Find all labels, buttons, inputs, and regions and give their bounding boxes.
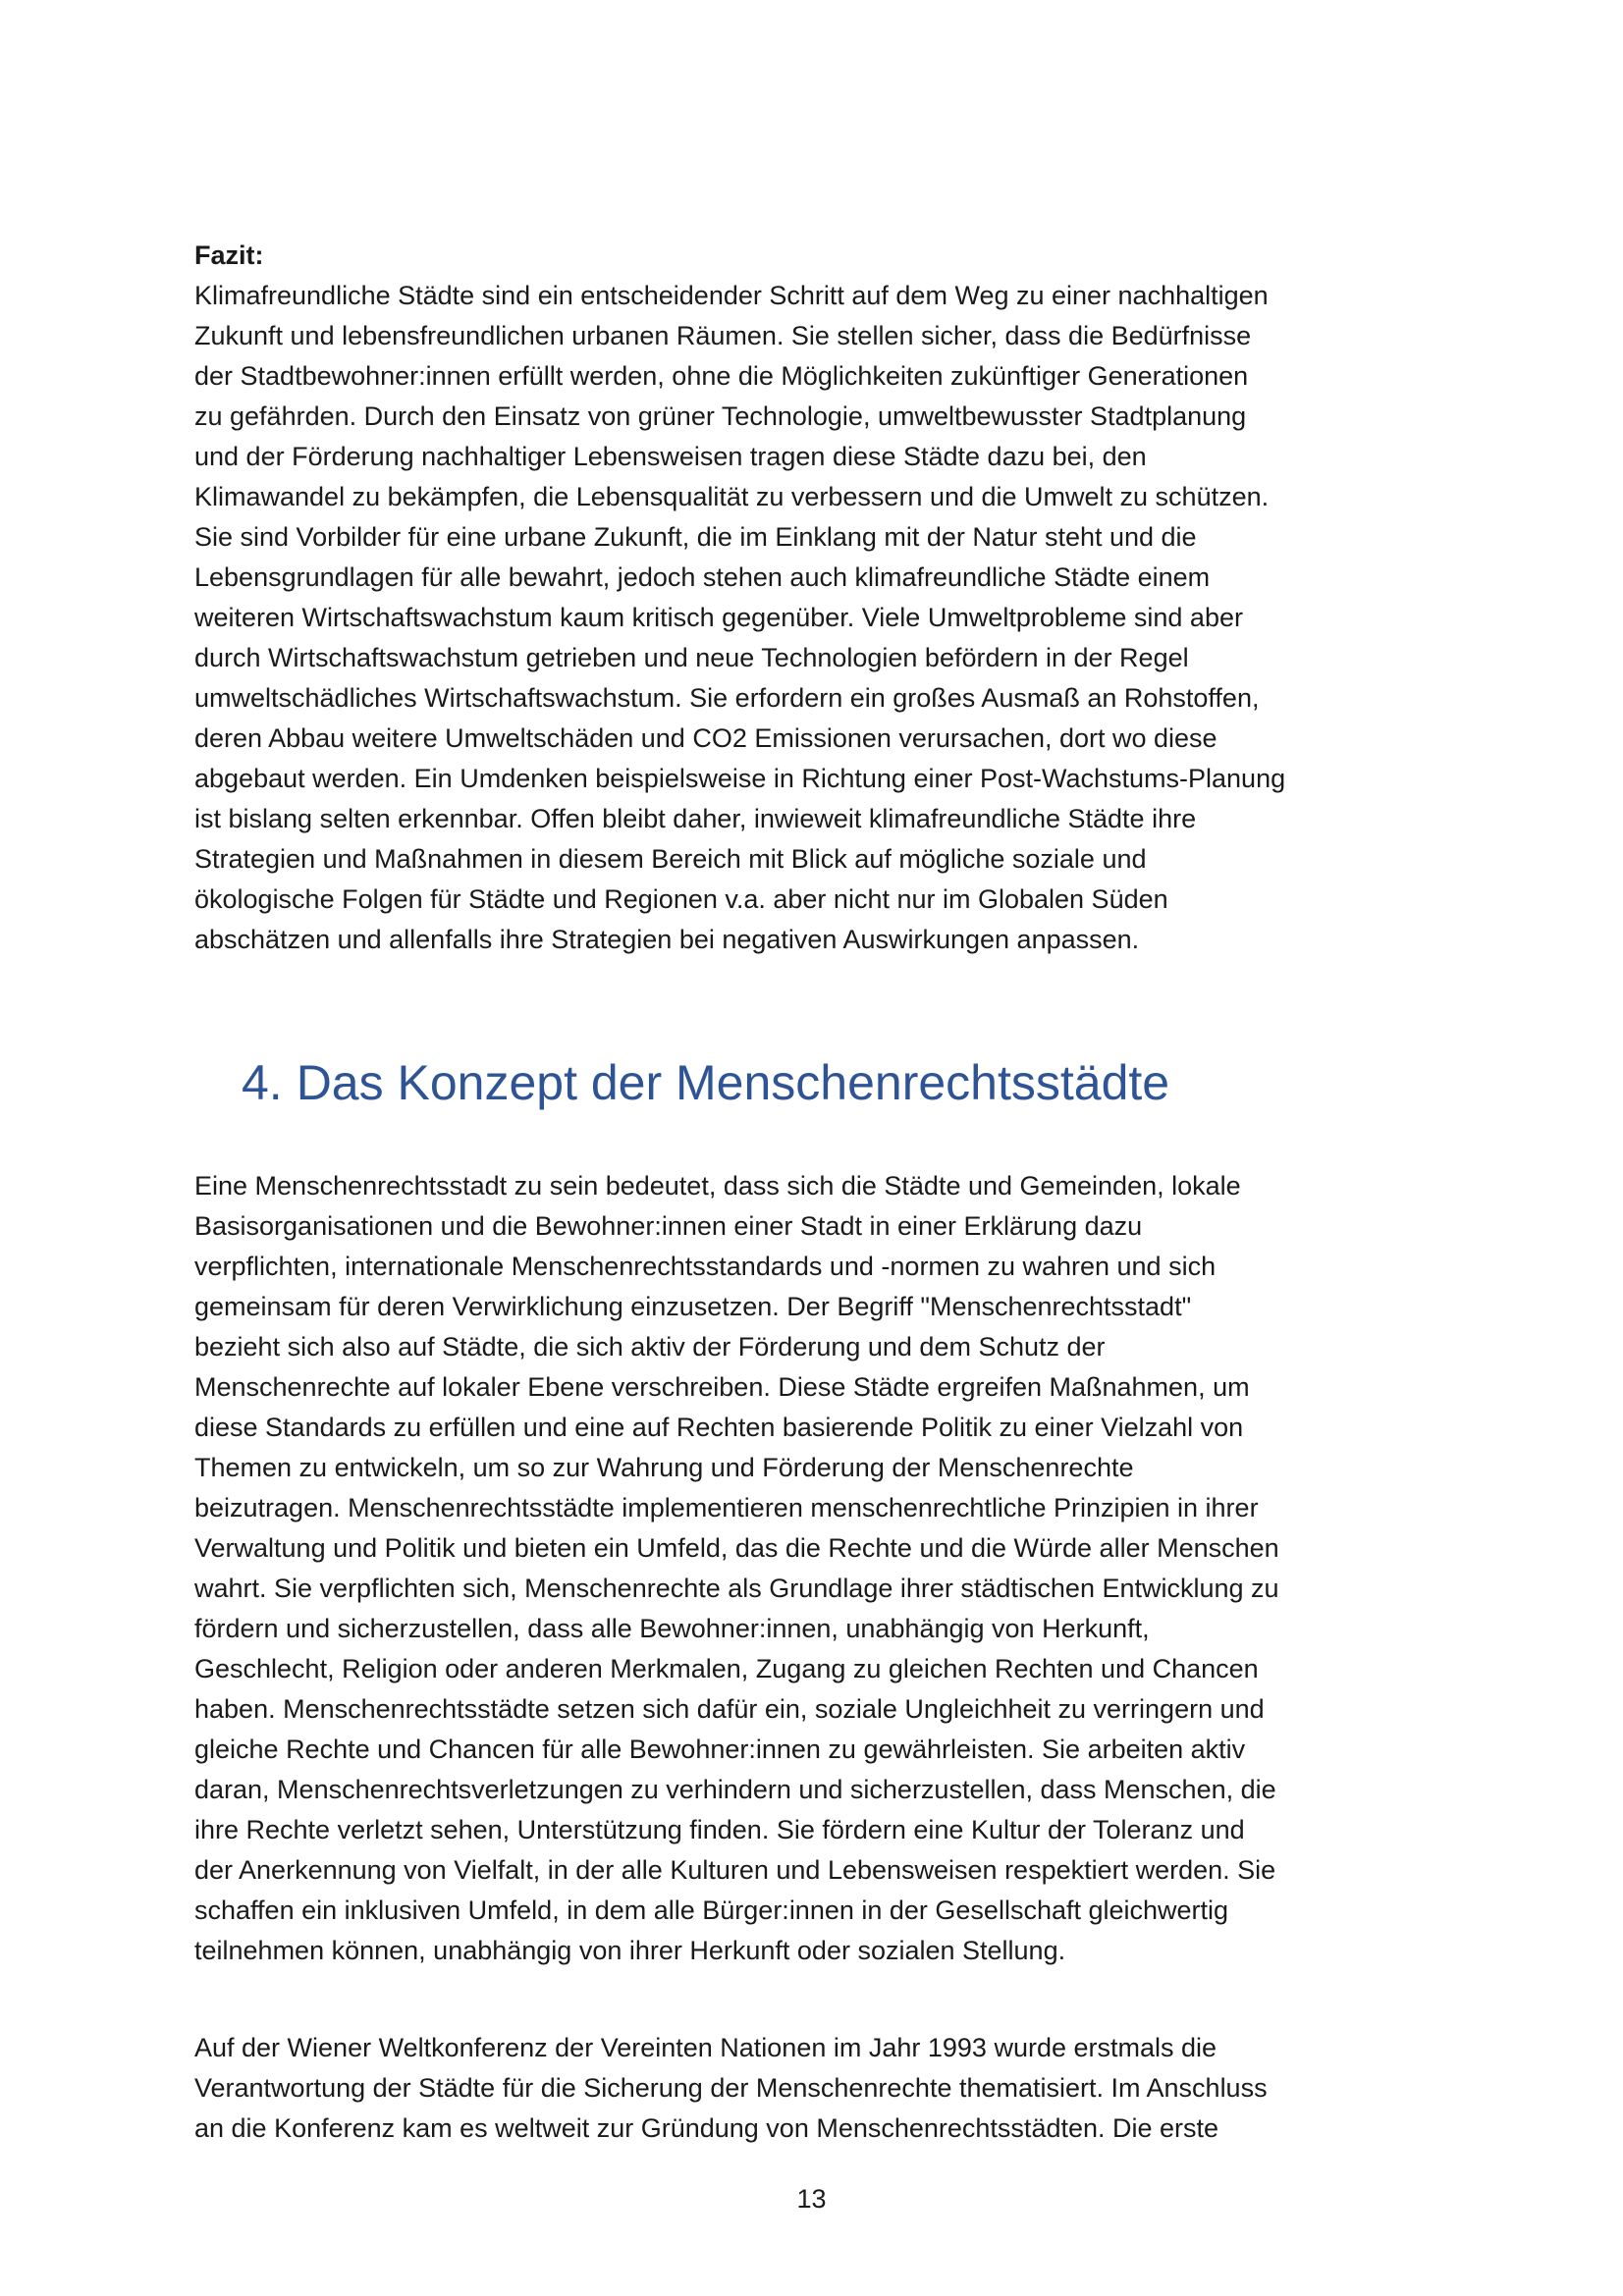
text-line: abgebaut werden. Ein Umdenken beispielsweise in Richtung einer Post-Wachstums-Planung — [194, 764, 1286, 793]
fazit-block — [194, 236, 1471, 960]
text-line: Menschenrechte auf lokaler Ebene verschreiben. Diese Städte ergreifen Maßnahmen, um — [194, 1372, 1250, 1402]
text-line: Verwaltung und Politik und bieten ein Umfeld, das die Rechte und die Würde aller Menschen — [194, 1533, 1279, 1563]
text-line: Auf der Wiener Weltkonferenz der Vereinten Nationen im Jahr 1993 wurde erstmals die — [194, 2033, 1217, 2062]
text-line: diese Standards zu erfüllen und eine auf Rechten basierende Politik zu einer Vielzahl von — [194, 1413, 1244, 1442]
text-line: weiteren Wirtschaftswachstum kaum kritisch gegenüber. Viele Umweltprobleme sind aber — [194, 603, 1243, 632]
text-line: wahrt. Sie verpflichten sich, Menschenrechte als Grundlage ihrer städtischen Entwicklung zu — [194, 1574, 1279, 1603]
text-line: Verantwortung der Städte für die Sicherung der Menschenrechte thematisiert. Im Anschluss — [194, 2073, 1268, 2103]
section-number: 4. — [242, 1055, 283, 1110]
text-line: Zukunft und lebensfreundlichen urbanen Räumen. Sie stellen sicher, dass die Bedürfnisse — [194, 321, 1252, 350]
text-line: ist bislang selten erkennbar. Offen bleibt daher, inwieweit klimafreundliche Städte ihre — [194, 804, 1197, 833]
text-line: haben. Menschenrechtsstädte setzen sich dafür ein, soziale Ungleichheit zu verringern und — [194, 1694, 1265, 1724]
text-line: beizutragen. Menschenrechtsstädte implementieren menschenrechtliche Prinzipien in ihrer — [194, 1493, 1259, 1522]
section-title: Das Konzept der Menschenrechtsstädte — [296, 1055, 1170, 1110]
text-line: deren Abbau weitere Umweltschäden und CO2 Emissionen verursachen, dort wo diese — [194, 723, 1217, 753]
text-line: Themen zu entwickeln, um so zur Wahrung und Förderung der Menschenrechte — [194, 1453, 1134, 1482]
text-line: Geschlecht, Religion oder anderen Merkmalen, Zugang zu gleichen Rechten und Chancen — [194, 1654, 1259, 1683]
text-line: gemeinsam für deren Verwirklichung einzusetzen. Der Begriff "Menschenrechtsstadt" — [194, 1292, 1192, 1321]
text-line: daran, Menschenrechtsverletzungen zu verhindern und sicherzustellen, dass Menschen, die — [194, 1775, 1276, 1804]
body-paragraph — [194, 2028, 1471, 2149]
text-line: bezieht sich also auf Städte, die sich aktiv der Förderung und dem Schutz der — [194, 1332, 1106, 1362]
text-line: Eine Menschenrechtsstadt zu sein bedeutet, dass sich die Städte und Gemeinden, lokale — [194, 1171, 1241, 1201]
text-line: gleiche Rechte und Chancen für alle Bewohner:innen zu gewährleisten. Sie arbeiten aktiv — [194, 1735, 1246, 1764]
text-line: und der Förderung nachhaltiger Lebensweisen tragen diese Städte dazu bei, den — [194, 442, 1147, 471]
text-line: der Stadtbewohner:innen erfüllt werden, ohne die Möglichkeiten zukünftiger Generationen — [194, 361, 1249, 391]
text-line: ihre Rechte verletzt sehen, Unterstützung finden. Sie fördern eine Kultur der Toleranz und — [194, 1815, 1245, 1844]
text-line: durch Wirtschaftswachstum getrieben und neue Technologien befördern in der Regel — [194, 643, 1189, 672]
text-line: teilnehmen können, unabhängig von ihrer Herkunft oder sozialen Stellung. — [194, 1936, 1066, 1965]
text-line: verpflichten, internationale Menschenrechtsstandards und -normen zu wahren und sich — [194, 1252, 1217, 1281]
text-line: der Anerkennung von Vielfalt, in der alle Kulturen und Lebensweisen respektiert werden. Sie — [194, 1855, 1276, 1885]
text-line: zu gefährden. Durch den Einsatz von grüner Technologie, umweltbewusster Stadtplanung — [194, 401, 1247, 431]
text-line: abschätzen und allenfalls ihre Strategien bei negativen Auswirkungen anpassen. — [194, 925, 1140, 954]
text-line: Sie sind Vorbilder für eine urbane Zukunft, die im Einklang mit der Natur steht und die — [194, 522, 1197, 552]
text-line: an die Konferenz kam es weltweit zur Gründung von Menschenrechtsstädten. Die erste — [194, 2113, 1219, 2143]
text-line: Strategien und Maßnahmen in diesem Bereich mit Blick auf mögliche soziale und — [194, 844, 1147, 874]
section-heading — [242, 1050, 1169, 1115]
text-line: ökologische Folgen für Städte und Regionen v.a. aber nicht nur im Globalen Süden — [194, 884, 1168, 914]
text-line: umweltschädliches Wirtschaftswachstum. Sie erfordern ein großes Ausmaß an Rohstoffen, — [194, 683, 1260, 713]
fazit-paragraph — [194, 276, 1471, 960]
text-line: Klimawandel zu bekämpfen, die Lebensqualität zu verbessern und die Umwelt zu schützen. — [194, 482, 1270, 511]
body-paragraph — [194, 1166, 1471, 1971]
text-line: Basisorganisationen und die Bewohner:innen einer Stadt in einer Erklärung dazu — [194, 1211, 1143, 1241]
page-number: 13 — [796, 2184, 827, 2214]
text-line: Lebensgrundlagen für alle bewahrt, jedoch stehen auch klimafreundliche Städte einem — [194, 562, 1211, 592]
text-line: schaffen ein inklusiven Umfeld, in dem alle Bürger:innen in der Gesellschaft gleichwertig — [194, 1896, 1229, 1925]
text-line: fördern und sicherzustellen, dass alle Bewohner:innen, unabhängig von Herkunft, — [194, 1614, 1150, 1643]
fazit-heading: Fazit: — [194, 240, 264, 270]
text-line: Klimafreundliche Städte sind ein entscheidender Schritt auf dem Weg zu einer nachhaltigen — [194, 281, 1269, 310]
